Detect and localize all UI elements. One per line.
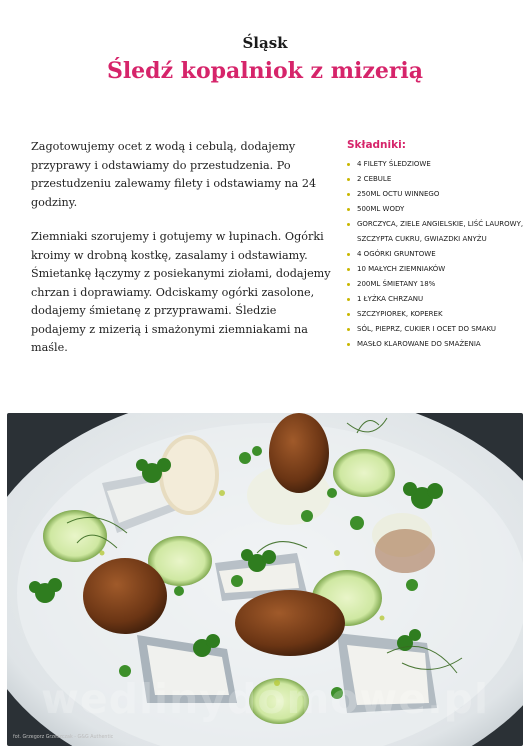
recipe-title: Śledź kopalniok z mizerią <box>106 58 424 84</box>
ingredient-item: 250ML OCTU WINNEGO <box>347 187 525 202</box>
ingredient-item: 2 CEBULE <box>347 172 525 187</box>
ingredient-item: 500ML WODY <box>347 202 525 217</box>
ingredient-item: 1 ŁYŻKA CHRZANU <box>347 292 525 307</box>
instruction-paragraph-2: Ziemniaki szorujemy i gotujemy w łupinach. Ogórki kroimy w drobną kostkę, zasalamy i odstawiamy. Śmietankę łączymy z posiekanymi ziołami, dodajemy chrzan i doprawiamy. Odciskamy ogórki zasolone, dodajemy śmietanę z przyprawami. Śledzie podajemy z mizerią i smażonymi ziemniakami na maśle. <box>31 230 331 354</box>
watermark-text: wedlinydomowe.pl <box>40 675 490 723</box>
ingredient-item: MASŁO KLAROWANE DO SMAŻENIA <box>347 337 525 352</box>
region-heading: Śląsk <box>242 34 288 52</box>
ingredient-item: SÓL, PIEPRZ, CUKIER I OCET DO SMAKU <box>347 322 525 337</box>
ingredient-item: 4 OGÓRKI GRUNTOWE <box>347 247 525 262</box>
instruction-paragraph-1: Zagotowujemy ocet z wodą i cebulą, dodajemy przyprawy i odstawiamy do przestudzenia. Po przestudzeniu zalewamy filety i odstawiamy na 24 godziny. <box>31 140 317 209</box>
photo-credit: fot. Grzegorz Grzeszczak - G&G Authentic <box>13 735 114 740</box>
ingredients-heading: Składniki: <box>347 139 406 151</box>
ingredient-item: GORCZYCA, ZIELE ANGIELSKIE, LIŚĆ LAUROWY, SZCZYPTA CUKRU, GWIAZDKI ANYŻU <box>347 217 525 247</box>
ingredient-item: SZCZYPIOREK, KOPEREK <box>347 307 525 322</box>
dish-photo <box>7 413 523 746</box>
ingredients-list <box>347 157 525 352</box>
ingredient-item: 10 MAŁYCH ZIEMNIAKÓW <box>347 262 525 277</box>
ingredient-item: 4 FILETY ŚLEDZIOWE <box>347 157 525 172</box>
ingredient-item: 200ML ŚMIETANY 18% <box>347 277 525 292</box>
recipe-instructions <box>31 138 331 374</box>
